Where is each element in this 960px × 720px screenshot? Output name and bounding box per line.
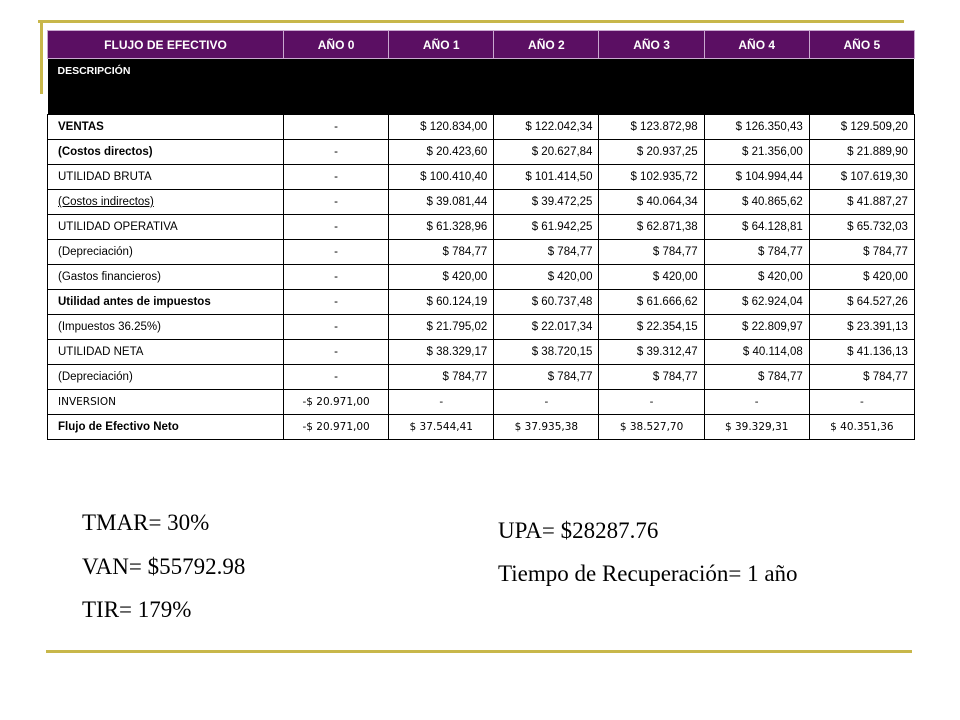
cell-year-1: $ 38.329,17	[389, 340, 494, 365]
cell-year-4: $ 64.128,81	[704, 215, 809, 240]
cell-year-2: $ 39.472,25	[494, 190, 599, 215]
row-label-text: (Costos directos)	[58, 146, 153, 158]
cell-year-3: $ 40.064,34	[599, 190, 704, 215]
bottom-decorative-rule	[46, 650, 912, 653]
cell-year-3: $ 61.666,62	[599, 290, 704, 315]
header-flujo-de-efectivo: FLUJO DE EFECTIVO	[48, 31, 284, 59]
cell-year-3: $ 102.935,72	[599, 165, 704, 190]
table-row	[48, 190, 915, 215]
row-label-text: UTILIDAD NETA	[58, 346, 144, 358]
cell-year-0: -	[284, 140, 389, 165]
table-row	[48, 365, 915, 390]
cell-year-2: $ 22.017,34	[494, 315, 599, 340]
row-label	[48, 315, 284, 340]
cell-year-2: $ 61.942,25	[494, 215, 599, 240]
table-row	[48, 140, 915, 165]
header-year-5: AÑO 5	[809, 31, 914, 59]
upa-metric: UPA= $28287.76	[498, 518, 659, 543]
table-row	[48, 115, 915, 140]
row-label-text: Utilidad antes de impuestos	[58, 296, 211, 308]
cash-flow-table	[47, 30, 915, 440]
tir-metric: TIR= 179%	[82, 597, 192, 622]
table-row	[48, 240, 915, 265]
cell-year-0: -	[284, 265, 389, 290]
row-label	[48, 265, 284, 290]
row-label-text: INVERSION	[58, 396, 116, 408]
row-label	[48, 415, 284, 440]
table-row	[48, 390, 915, 415]
cell-year-5: -	[809, 390, 914, 415]
row-label	[48, 290, 284, 315]
header-year-1: AÑO 1	[389, 31, 494, 59]
header-year-4: AÑO 4	[704, 31, 809, 59]
cell-year-3: $ 20.937,25	[599, 140, 704, 165]
cell-year-0: -$ 20.971,00	[284, 390, 389, 415]
cell-year-5: $ 784,77	[809, 365, 914, 390]
cell-year-5: $ 41.136,13	[809, 340, 914, 365]
cell-year-2: $ 20.627,84	[494, 140, 599, 165]
cell-year-1: $ 784,77	[389, 365, 494, 390]
row-label-text: VENTAS	[58, 121, 104, 133]
cell-year-2: $ 420,00	[494, 265, 599, 290]
table-header-row	[48, 31, 915, 59]
table-row	[48, 265, 915, 290]
cell-year-5: $ 107.619,30	[809, 165, 914, 190]
cell-year-3: -	[599, 390, 704, 415]
cell-year-2: $ 784,77	[494, 365, 599, 390]
row-label	[48, 165, 284, 190]
row-label	[48, 365, 284, 390]
cell-year-2: $ 38.720,15	[494, 340, 599, 365]
cell-year-0: -	[284, 315, 389, 340]
cell-year-4: $ 22.809,97	[704, 315, 809, 340]
cell-year-5: $ 784,77	[809, 240, 914, 265]
cell-year-0: -	[284, 290, 389, 315]
cell-year-5: $ 65.732,03	[809, 215, 914, 240]
cell-year-0: -	[284, 215, 389, 240]
cell-year-3: $ 123.872,98	[599, 115, 704, 140]
cell-year-4: $ 62.924,04	[704, 290, 809, 315]
cell-year-1: $ 20.423,60	[389, 140, 494, 165]
cell-year-2: $ 122.042,34	[494, 115, 599, 140]
row-label-text: (Impuestos 36.25%)	[58, 321, 161, 333]
cell-year-0: -	[284, 340, 389, 365]
cell-year-3: $ 784,77	[599, 240, 704, 265]
header-year-3: AÑO 3	[599, 31, 704, 59]
table-row	[48, 165, 915, 190]
row-label	[48, 340, 284, 365]
row-label-text: (Depreciación)	[58, 246, 133, 258]
cell-year-1: $ 120.834,00	[389, 115, 494, 140]
cell-year-4: -	[704, 390, 809, 415]
cell-year-5: $ 64.527,26	[809, 290, 914, 315]
cell-year-5: $ 41.887,27	[809, 190, 914, 215]
cell-year-3: $ 420,00	[599, 265, 704, 290]
cell-year-0: -	[284, 365, 389, 390]
row-label	[48, 115, 284, 140]
header-year-0: AÑO 0	[284, 31, 389, 59]
left-decorative-rule	[40, 20, 43, 94]
cell-year-2: $ 784,77	[494, 240, 599, 265]
cell-year-1: -	[389, 390, 494, 415]
table-body	[48, 115, 915, 440]
cell-year-0: -	[284, 240, 389, 265]
row-label-text: (Depreciación)	[58, 371, 133, 383]
row-label	[48, 240, 284, 265]
payback-period-metric: Tiempo de Recuperación= 1 año	[498, 561, 798, 586]
table-row	[48, 415, 915, 440]
cell-year-1: $ 37.544,41	[389, 415, 494, 440]
cell-year-4: $ 420,00	[704, 265, 809, 290]
cell-year-1: $ 100.410,40	[389, 165, 494, 190]
cell-year-3: $ 22.354,15	[599, 315, 704, 340]
cell-year-4: $ 784,77	[704, 365, 809, 390]
row-label-text: UTILIDAD OPERATIVA	[58, 221, 178, 233]
row-label-text: (Gastos financieros)	[58, 271, 161, 283]
cell-year-2: $ 60.737,48	[494, 290, 599, 315]
cell-year-4: $ 126.350,43	[704, 115, 809, 140]
row-label	[48, 390, 284, 415]
table-row	[48, 215, 915, 240]
cell-year-1: $ 61.328,96	[389, 215, 494, 240]
row-label	[48, 215, 284, 240]
cell-year-0: -$ 20.971,00	[284, 415, 389, 440]
cell-year-0: -	[284, 190, 389, 215]
cell-year-1: $ 21.795,02	[389, 315, 494, 340]
description-label: DESCRIPCIÓN	[48, 59, 915, 115]
cell-year-3: $ 784,77	[599, 365, 704, 390]
cell-year-3: $ 39.312,47	[599, 340, 704, 365]
header-year-2: AÑO 2	[494, 31, 599, 59]
row-label-text: (Costos indirectos)	[58, 196, 154, 208]
cell-year-1: $ 784,77	[389, 240, 494, 265]
table-row	[48, 290, 915, 315]
cell-year-2: $ 101.414,50	[494, 165, 599, 190]
cell-year-4: $ 21.356,00	[704, 140, 809, 165]
cell-year-5: $ 420,00	[809, 265, 914, 290]
row-label	[48, 190, 284, 215]
cell-year-1: $ 420,00	[389, 265, 494, 290]
cell-year-5: $ 21.889,90	[809, 140, 914, 165]
cell-year-3: $ 38.527,70	[599, 415, 704, 440]
top-decorative-rule	[38, 20, 904, 23]
cell-year-4: $ 40.865,62	[704, 190, 809, 215]
cell-year-4: $ 39.329,31	[704, 415, 809, 440]
table-row	[48, 340, 915, 365]
cell-year-1: $ 60.124,19	[389, 290, 494, 315]
description-row	[48, 59, 915, 115]
cell-year-5: $ 129.509,20	[809, 115, 914, 140]
cell-year-2: $ 37.935,38	[494, 415, 599, 440]
row-label-text: Flujo de Efectivo Neto	[58, 421, 179, 433]
cell-year-4: $ 104.994,44	[704, 165, 809, 190]
row-label-text: UTILIDAD BRUTA	[58, 171, 152, 183]
cell-year-4: $ 784,77	[704, 240, 809, 265]
row-label	[48, 140, 284, 165]
cell-year-0: -	[284, 165, 389, 190]
cell-year-3: $ 62.871,38	[599, 215, 704, 240]
cell-year-5: $ 23.391,13	[809, 315, 914, 340]
table-row	[48, 315, 915, 340]
tmar-metric: TMAR= 30%	[82, 510, 210, 535]
cell-year-1: $ 39.081,44	[389, 190, 494, 215]
cell-year-0: -	[284, 115, 389, 140]
van-metric: VAN= $55792.98	[82, 554, 246, 579]
cell-year-5: $ 40.351,36	[809, 415, 914, 440]
cell-year-2: -	[494, 390, 599, 415]
cell-year-4: $ 40.114,08	[704, 340, 809, 365]
